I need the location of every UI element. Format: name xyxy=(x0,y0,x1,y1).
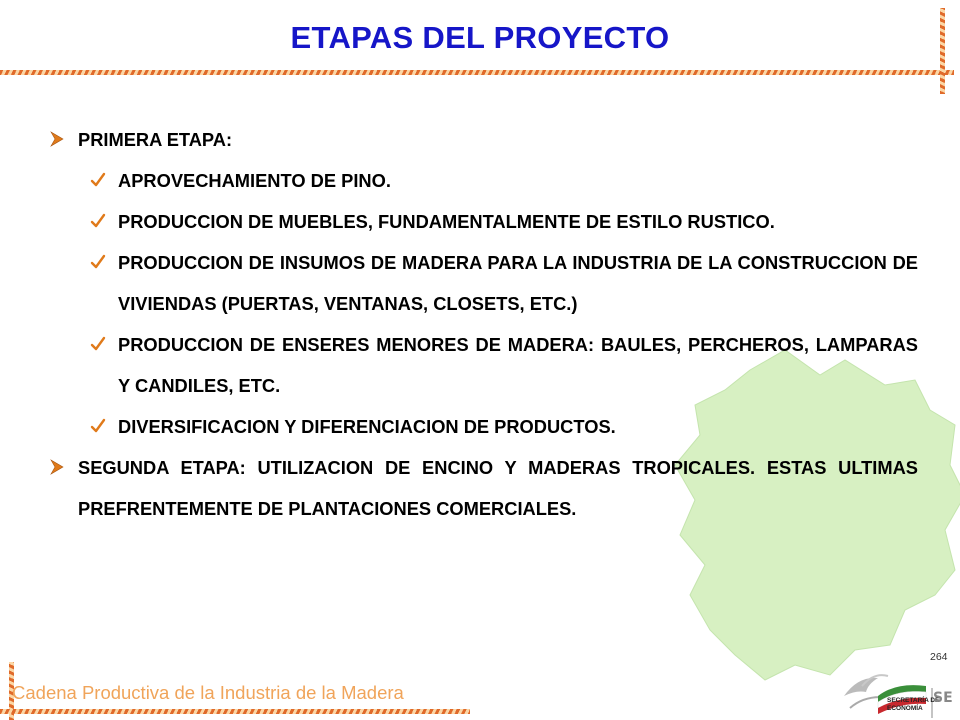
item-text: PRODUCCION DE MUEBLES, FUNDAMENTALMENTE DE ESTILO RUSTICO. xyxy=(118,211,775,232)
item-text: DIVERSIFICACION Y DIFERENCIACION DE PRODUCTOS. xyxy=(118,416,616,437)
item-text: APROVECHAMIENTO DE PINO. xyxy=(118,170,391,191)
page-number: 264 xyxy=(930,651,948,663)
slide-title: ETAPAS DEL PROYECTO xyxy=(290,20,670,55)
item-text: PRODUCCION DE INSUMOS DE MADERA PARA LA INDUSTRIA DE LA CONSTRUCCION DE VIVIENDAS (PUERTAS, VENTANAS, CLOSETS, ETC.) xyxy=(118,252,918,314)
item-text: SEGUNDA ETAPA: UTILIZACION DE ENCINO Y MADERAS TROPICALES. ESTAS ULTIMAS PREFRENTEMENTE DE PLANTACIONES COMERCIALES. xyxy=(78,457,918,519)
logo-line1: SECRETARÍA DE xyxy=(887,697,940,704)
logo-wordmark xyxy=(887,697,939,713)
footer-label: Cadena Productiva de la Industria de la Madera xyxy=(12,682,404,703)
sub-item xyxy=(50,160,918,201)
checkmark-bullet-icon xyxy=(90,160,118,201)
logo-mark: SE xyxy=(933,690,953,706)
bottom-rope-divider xyxy=(0,709,470,714)
item-text: PRODUCCION DE ENSERES MENORES DE MADERA: BAULES, PERCHEROS, LAMPARAS Y CANDILES, ETC. xyxy=(118,334,918,396)
sub-item xyxy=(50,406,918,447)
arrow-bullet-icon xyxy=(50,119,78,160)
top-rope-divider xyxy=(0,70,954,75)
checkmark-bullet-icon xyxy=(90,406,118,447)
sub-item xyxy=(50,324,918,406)
logo-line2: ECONOMÍA xyxy=(887,705,923,712)
checkmark-bullet-icon xyxy=(90,324,118,365)
sub-item xyxy=(50,242,918,324)
stage-item xyxy=(50,119,918,160)
checkmark-bullet-icon xyxy=(90,201,118,242)
checkmark-bullet-icon xyxy=(90,242,118,283)
sub-item xyxy=(50,201,918,242)
stage-item xyxy=(50,447,918,529)
stage-list xyxy=(50,119,918,529)
arrow-bullet-icon xyxy=(50,447,78,488)
item-text: PRIMERA ETAPA: xyxy=(78,129,233,150)
